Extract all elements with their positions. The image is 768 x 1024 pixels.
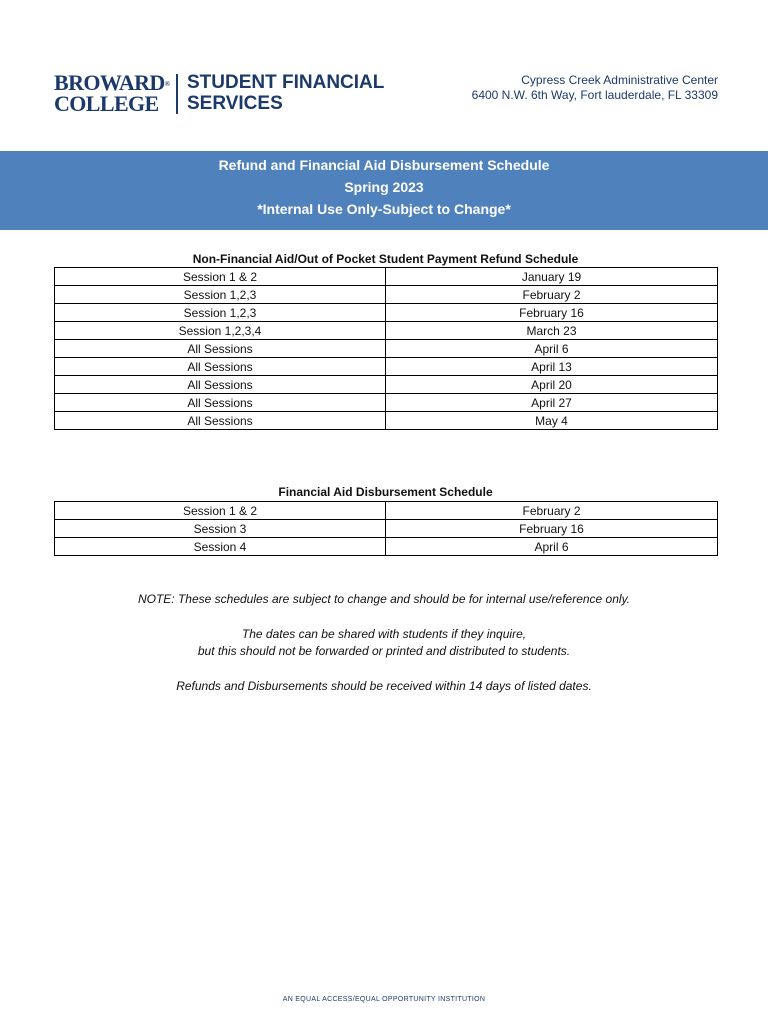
date-cell: February 2 [386, 502, 718, 520]
session-cell: Session 1 & 2 [55, 268, 386, 286]
note-receipt-timing: Refunds and Disbursements should be received within 14 days of listed dates. [176, 679, 592, 693]
table-row [55, 394, 718, 412]
note-internal-use: NOTE: These schedules are subject to change and should be for internal use/reference only. [137, 592, 631, 606]
address-line-1: Cypress Creek Administrative Center [521, 73, 718, 87]
department-line-1: STUDENT FINANCIAL [187, 72, 385, 93]
office-address [472, 73, 718, 103]
table-row [55, 268, 718, 286]
date-cell: April 27 [386, 394, 718, 412]
session-cell: All Sessions [55, 340, 386, 358]
title-banner [0, 151, 768, 230]
table-row [55, 520, 718, 538]
note-sharing-line-2: but this should not be forwarded or printed and distributed to students. [197, 644, 571, 658]
note-sharing [0, 626, 768, 660]
refund-schedule-table [54, 267, 718, 430]
registered-mark: ® [164, 80, 170, 88]
session-cell: All Sessions [55, 394, 386, 412]
note-sharing-line-1: The dates can be shared with students if they inquire, [241, 627, 527, 641]
date-cell: April 13 [386, 358, 718, 376]
session-cell: Session 1,2,3 [55, 286, 386, 304]
session-cell: All Sessions [55, 358, 386, 376]
table-row [55, 304, 718, 322]
table-row [55, 502, 718, 520]
internal-use-notice: *Internal Use Only-Subject to Change* [257, 201, 511, 217]
date-cell: April 6 [386, 538, 718, 556]
term-label: Spring 2023 [344, 179, 424, 195]
session-cell: Session 3 [55, 520, 386, 538]
refund-schedule-title: Non-Financial Aid/Out of Pocket Student Payment Refund Schedule [192, 252, 579, 266]
date-cell: February 16 [386, 304, 718, 322]
date-cell: April 20 [386, 376, 718, 394]
table-row [55, 286, 718, 304]
disbursement-schedule-table [54, 501, 718, 556]
session-cell: All Sessions [55, 412, 386, 430]
table-row [55, 376, 718, 394]
date-cell: February 2 [386, 286, 718, 304]
session-cell: Session 1,2,3,4 [55, 322, 386, 340]
session-cell: Session 4 [55, 538, 386, 556]
session-cell: Session 1 & 2 [55, 502, 386, 520]
session-cell: Session 1,2,3 [55, 304, 386, 322]
department-name [187, 72, 384, 114]
table-row [55, 322, 718, 340]
table-row [55, 412, 718, 430]
table-row [55, 358, 718, 376]
logo-line-1: BROWARD [54, 70, 165, 95]
document-title: Refund and Financial Aid Disbursement Schedule [218, 157, 550, 173]
session-cell: All Sessions [55, 376, 386, 394]
date-cell: April 6 [386, 340, 718, 358]
table-row [55, 538, 718, 556]
date-cell: January 19 [386, 268, 718, 286]
broward-college-logo [54, 72, 170, 114]
address-line-2: 6400 N.W. 6th Way, Fort lauderdale, FL 33309 [471, 88, 718, 102]
date-cell: March 23 [386, 322, 718, 340]
date-cell: May 4 [386, 412, 718, 430]
logo-line-2: COLLEGE [54, 91, 159, 116]
table-row [55, 340, 718, 358]
logo-divider [176, 74, 178, 114]
disbursement-schedule-title: Financial Aid Disbursement Schedule [278, 485, 493, 499]
department-line-2: SERVICES [187, 93, 283, 114]
date-cell: February 16 [386, 520, 718, 538]
letterhead [54, 70, 718, 120]
footer-equal-opportunity: AN EQUAL ACCESS/EQUAL OPPORTUNITY INSTITUTION [282, 996, 486, 1003]
